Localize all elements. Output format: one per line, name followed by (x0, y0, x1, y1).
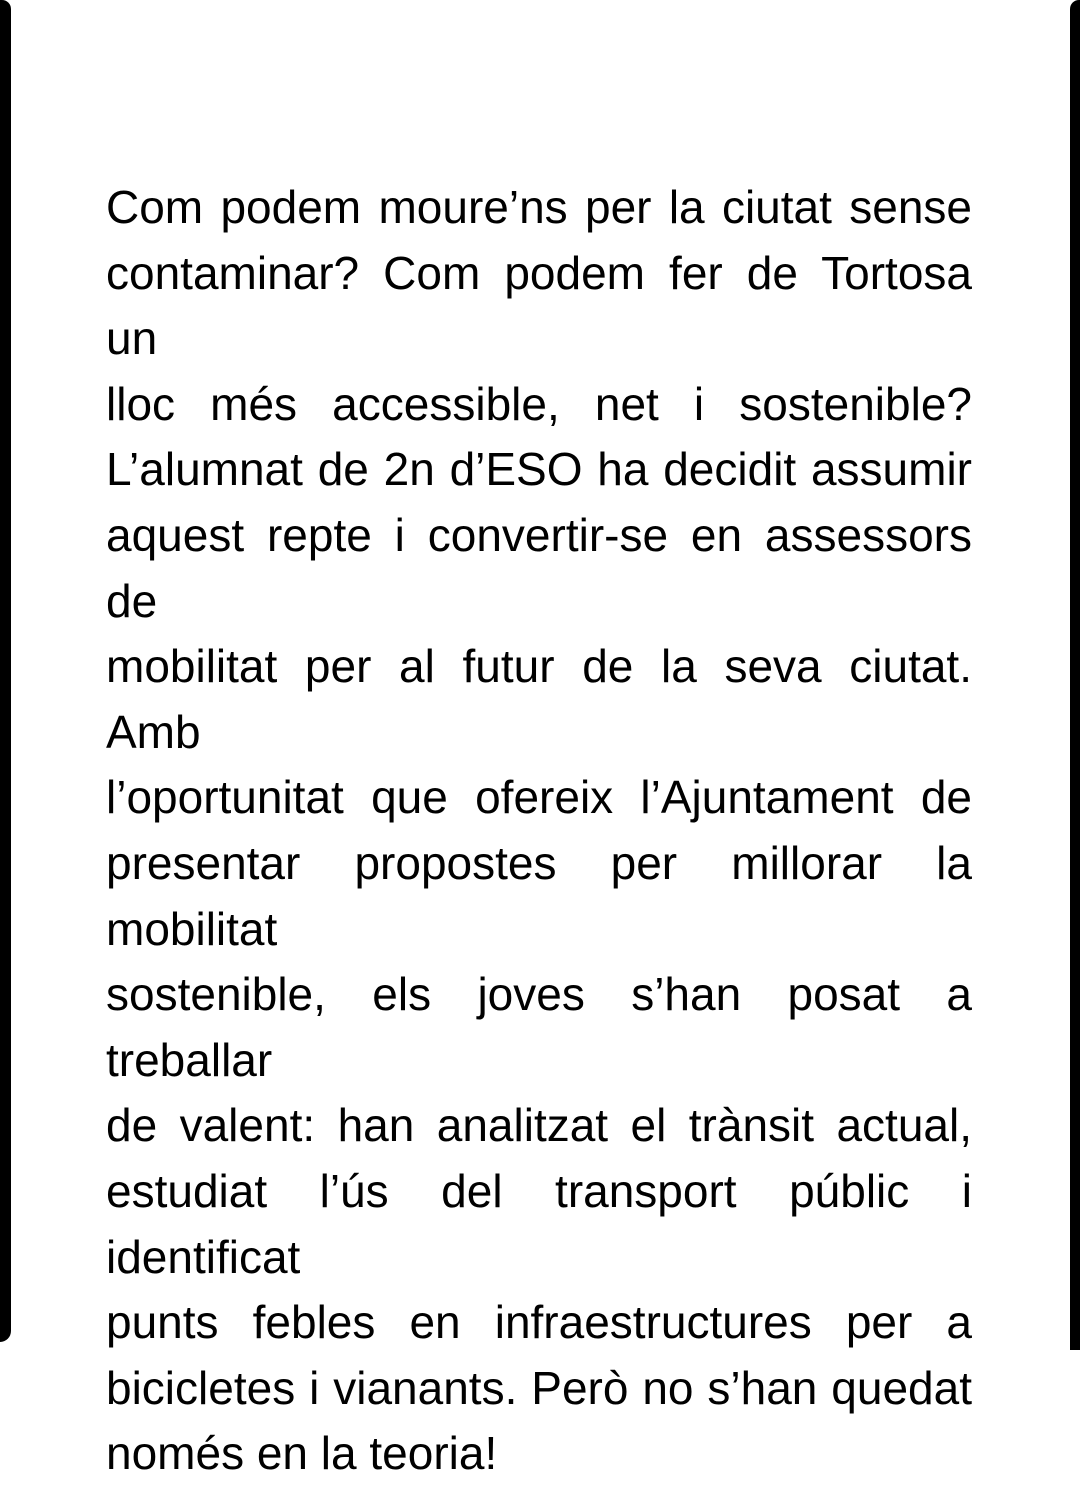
text-line: sostenible, els joves s’han posat a treballar (106, 968, 972, 1086)
text-line: l’oportunitat que ofereix l’Ajuntament de (106, 771, 972, 824)
text-line: lloc més accessible, net i sostenible? (106, 377, 972, 430)
text-line: punts febles en infraestructures per a (106, 1296, 972, 1349)
text-line: aquest repte i convertir-se en assessors de (106, 508, 972, 627)
text-line: estudiat l’ús del transport públic i identificat (106, 1164, 972, 1283)
text-line: Com podem moure’ns per la ciutat sense (106, 181, 972, 233)
text-line: presentar propostes per millorar la mobilitat (106, 836, 972, 955)
text-line: bicicletes i vianants. Però no s’han quedat (106, 1361, 972, 1414)
right-edge-bar (1070, 0, 1080, 1350)
text-line: L’alumnat de 2n d’ESO ha decidit assumir (106, 443, 972, 496)
article-text (106, 175, 972, 1487)
text-line: només en la teoria! (106, 1427, 498, 1480)
left-edge-bar (0, 0, 11, 1342)
text-line: contaminar? Com podem fer de Tortosa un (106, 246, 972, 365)
text-line: de valent: han analitzat el trànsit actual, (106, 1099, 972, 1152)
text-line: mobilitat per al futur de la seva ciutat. Amb (106, 640, 972, 758)
